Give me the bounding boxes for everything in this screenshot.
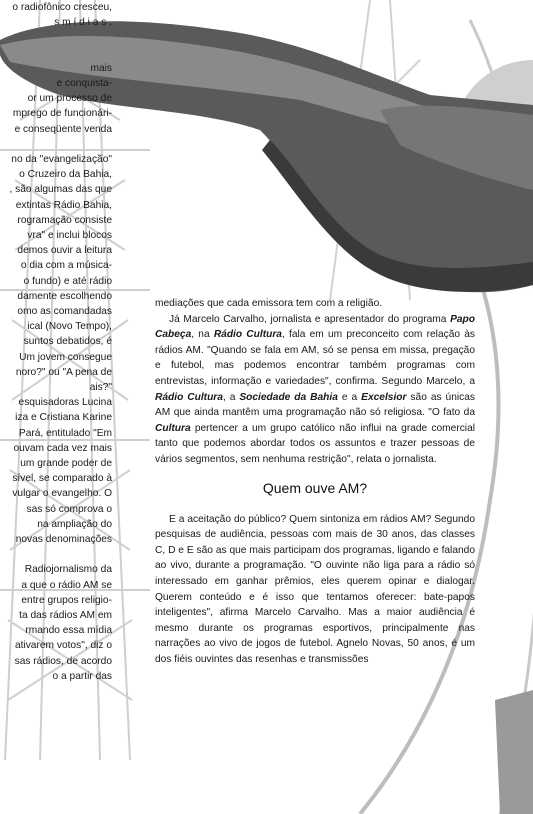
text-line: na ampliação do <box>37 518 112 530</box>
text-line: Um jovem consegue <box>19 351 112 363</box>
text-line: vulgar o evangelho. O <box>12 488 112 500</box>
text-line: omo as comandadas <box>17 306 112 318</box>
text-line: sível, se comparado à <box>12 473 112 485</box>
section-heading: Quem ouve AM? <box>262 479 368 496</box>
right-column-text <box>155 296 475 667</box>
text-line: sas só comprova o <box>26 503 112 515</box>
blank-line <box>0 46 112 61</box>
text-line: um grande poder de <box>20 458 112 470</box>
text-line: , são algumas das que <box>9 184 112 196</box>
text-line: novas denominações <box>15 534 112 546</box>
text-line: ouvam cada vez mais <box>13 442 112 454</box>
blank-line <box>0 30 112 45</box>
text-line: o fundo) e até rádio <box>23 275 112 287</box>
paragraph: E a aceitação do público? Quem sintoniza em rádios AM? Segundo pesquisas de audiência, pessoas com mais de 30 anos, das classes C, D e E são as que mais participam dos programas, ligando e falando ao vivo, durante a programação. "O ouvinte não liga para a rádio só interessado em ganhar prêmios, eles querem opinar e dialogar. Querem conteúdo e é isso que tentamos oferecer: bate-papos inteligentes", afirma Marcelo Carvalho. Mas a maior audiência é mesmo durante os programas esportivos, principalmente nas narrações ao vivo de jogos de futebol. Agnelo Novas, 50 anos, é um dos fiéis ouvintes das resenhas e transmissões <box>155 513 475 665</box>
text-line: rmando essa mídia <box>25 625 112 637</box>
text-line: sas rádios, de acordo <box>14 655 112 667</box>
text-line: extintas Rádio Bahia, <box>15 199 112 211</box>
paragraph: mediações que cada emissora tem com a religião. <box>155 298 383 309</box>
text-line: vra" e inclui blocos <box>27 230 112 241</box>
text-line: Radiojornalismo da <box>24 564 112 576</box>
text-line: ical (Novo Tempo), <box>27 321 112 333</box>
text-line: o Cruzeiro da Bahia, <box>19 169 112 181</box>
text-line: damente escolhendo <box>17 290 112 302</box>
text-line: ativarem votos", diz o <box>14 640 112 652</box>
text-line: no da "evangelização" <box>11 153 112 165</box>
text-line: e conseqüente venda <box>14 123 112 135</box>
text-line: demos ouvir a leitura <box>17 245 112 257</box>
text-line: o radiofônico cresceu, <box>12 2 112 13</box>
blank-line <box>0 547 112 562</box>
text-line: Pará, entitulado "Em <box>18 427 112 439</box>
text-line: esquisadoras Lucina <box>18 397 112 409</box>
text-line: suntos debatidos, é <box>23 336 112 348</box>
text-line: a que o rádio AM se <box>21 579 112 591</box>
text-line: rogramação consiste <box>17 214 112 226</box>
blank-line <box>0 137 112 152</box>
text-line: noro?" ou "A pena de <box>15 366 112 378</box>
text-line: mprego de funcionári- <box>12 108 112 120</box>
text-line: ais?" <box>89 382 112 394</box>
text-line: entre grupos religio- <box>21 594 112 606</box>
text-line: ta das rádios AM em <box>19 610 112 622</box>
text-line: mais <box>90 62 112 74</box>
text-line: or um processo de <box>27 93 112 105</box>
left-column-text <box>0 0 112 740</box>
text-line: o a partir das <box>52 670 112 682</box>
text-line: o dia com a música- <box>20 260 112 272</box>
text-line: s m í d i a s , <box>54 17 112 29</box>
paragraph: Já Marcelo Carvalho, jornalista e apresentador do programa Papo Cabeça, na Rádio Cultura, fala em um preconceito com relação às rádios AM. "Quando se fala em AM, só se pensa em missa, pregação e futebol, mas podemos encontrar também programas com entrevistas, informação e variedades", confirma. Segundo Marcelo, a Rádio Cultura, a Sociedade da Bahia e a Excelsior são as únicas AM que ainda mantêm uma programação não só religiosa. "O fato da Cultura pertencer a um grupo católico não influi na grade comercial tanto que podemos abordar todos os assuntos e trazer pessoas de vários segmentos, sem nenhuma restrição", relata o jornalista. <box>155 313 476 465</box>
text-line: e conquista- <box>56 77 112 89</box>
text-line: iza e Cristiana Karine <box>15 412 112 424</box>
